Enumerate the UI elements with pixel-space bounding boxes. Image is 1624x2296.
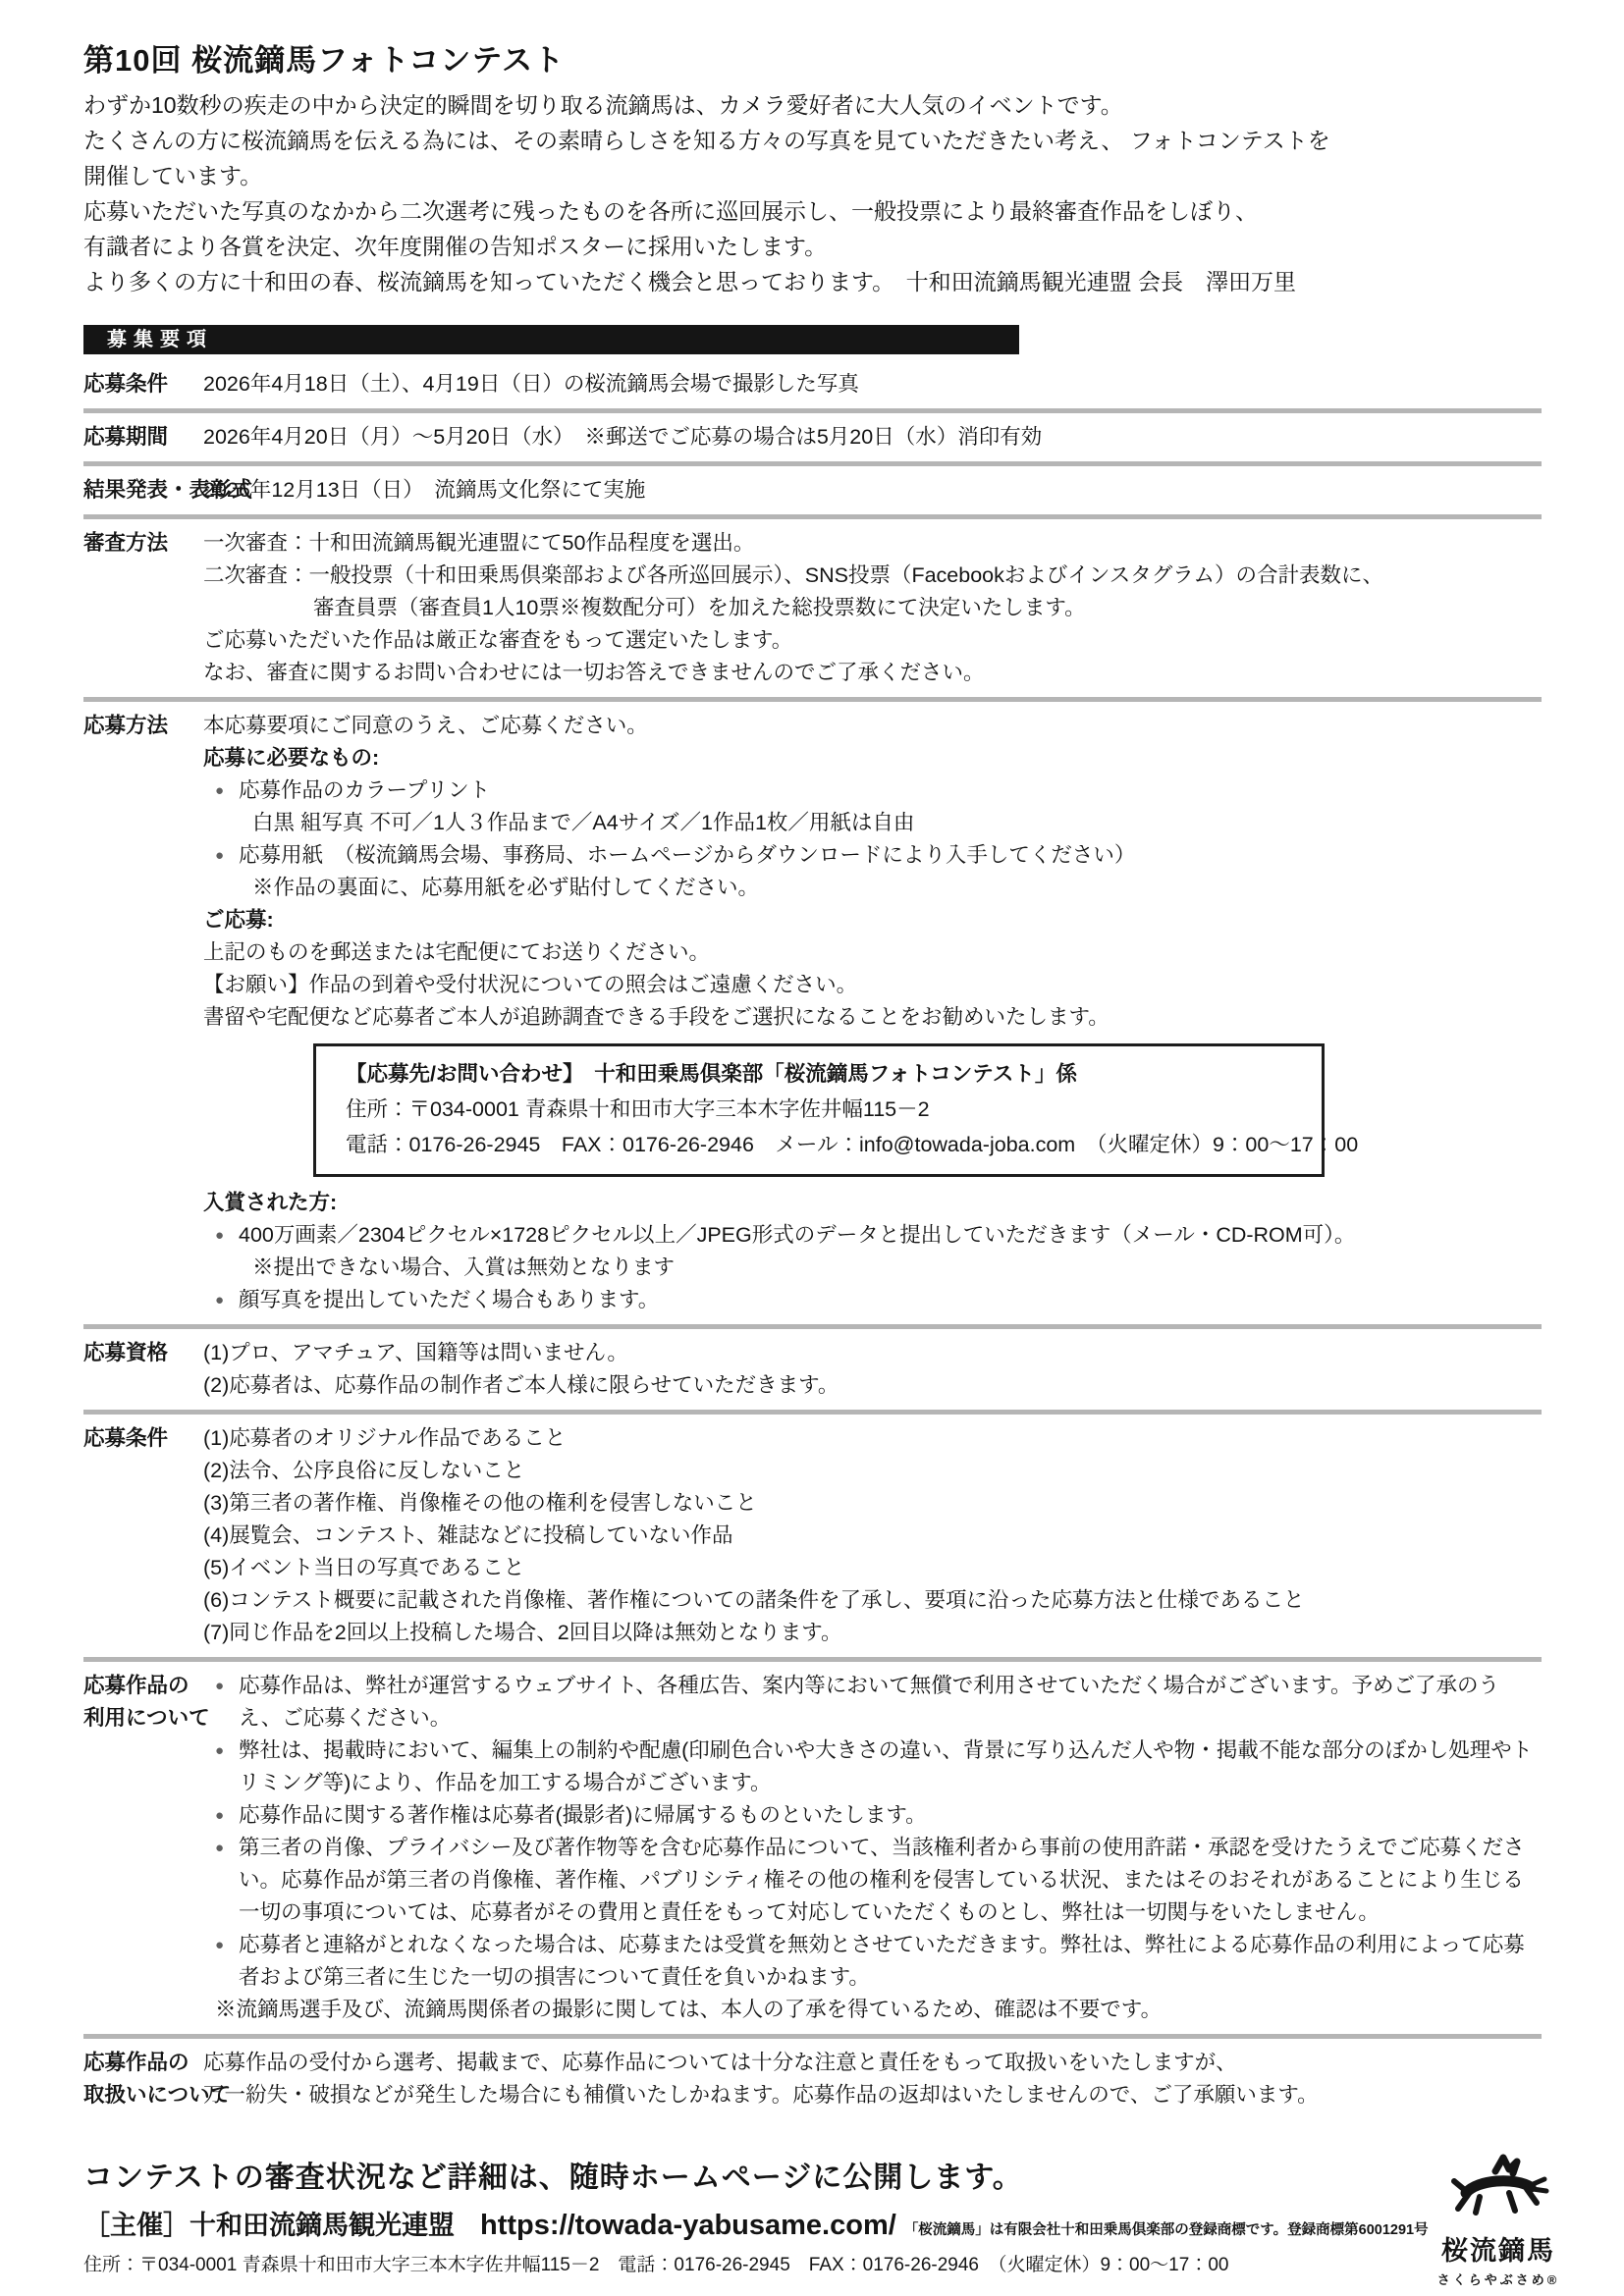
handling-line: 万一紛失・破損などが発生した場合にも補償いたしかねます。応募作品の返却はいたしませんので、ご了承願います。 bbox=[203, 2083, 1319, 2107]
section-header-label: 募集要項 bbox=[107, 329, 213, 350]
usage-bullet-text: 第三者の肖像、プライバシー及び著作物等を含む応募作品について、当該権利者から事前の使用許諾・承認を受けたうえでご応募ください。応募作品が第三者の肖像権、著作権、パブリシティ権その他の権利を侵害している状況、またはそのおそれがあることにより生じる一切の事項については、応募者がその費用と責任をもって対応していただくものとし、弊社は一切関与をいたしません。 bbox=[239, 1836, 1525, 1924]
method-bullet bbox=[203, 839, 1542, 872]
footer-headline: コンテストの審査状況など詳細は、随時ホームページに公開します。 bbox=[83, 2162, 1023, 2194]
row-entry-conditions bbox=[83, 360, 1542, 408]
yabusame-logo bbox=[1420, 2154, 1577, 2288]
intro-line: 応募いただいた写真のなかから二次選考に残ったものを各所に巡回展示し、一般投票により最終審査作品をしぼり、 bbox=[83, 198, 1258, 224]
usage-bullet bbox=[203, 1929, 1542, 1994]
winners-bullet-text: 顔写真を提出していただく場合もあります。 bbox=[239, 1288, 660, 1311]
usage-bullet-text: 弊社は、掲載時において、編集上の制約や配慮(印刷色合いや大きさの違い、背景に写り込んだ人や物・掲載不能な部分のぼかし処理やトリミング等)により、作品を加工する場合がございます。 bbox=[239, 1738, 1533, 1794]
winners-bullet-sub: ※提出できない場合、入賞は無効となります bbox=[252, 1255, 676, 1279]
method-request-line: 【お願い】作品の到着や受付状況についての照会はご遠慮ください。 bbox=[203, 973, 858, 996]
eligibility-item: (2)応募者は、応募作品の制作者ご本人様に限らせていただきます。 bbox=[203, 1373, 839, 1397]
method-bullet-sub: 白黒 組写真 不可／1人３作品まで／A4サイズ／1作品1枚／用紙は自由 bbox=[252, 811, 915, 834]
method-bullet-sub: ※作品の裏面に、応募用紙を必ず貼付してください。 bbox=[252, 876, 760, 899]
intro-line: 開催しています。 bbox=[83, 163, 263, 188]
row-judging-method bbox=[83, 514, 1542, 697]
intro-line: 有識者により各賞を決定、次年度開催の告知ポスターに採用いたします。 bbox=[83, 234, 828, 259]
row-label: 応募条件 bbox=[83, 372, 169, 396]
website-url: https://towada-yabusame.com/ bbox=[480, 2210, 896, 2241]
condition-item: (5)イベント当日の写真であること bbox=[203, 1556, 525, 1579]
bullet-icon: ● bbox=[215, 1840, 225, 1856]
condition-item: (6)コンテスト概要に記載された肖像権、著作権についての諸条件を了承し、要項に沿った応募方法と仕様であること bbox=[203, 1588, 1305, 1612]
row-results-announcement bbox=[83, 461, 1542, 514]
trademark-note: 「桜流鏑馬」は有限会社十和田乗馬倶楽部の登録商標です。登録商標第6001291号 bbox=[903, 2222, 1429, 2238]
intro-line: わずか10数秒の疾走の中から決定的瞬間を切り取る流鏑馬は、カメラ愛好者に大人気のイベントです。 bbox=[83, 92, 1123, 118]
row-label: 応募条件 bbox=[83, 1426, 169, 1450]
row-label: 応募資格 bbox=[83, 1341, 169, 1364]
condition-item: (4)展覧会、コンテスト、雑誌などに投稿していない作品 bbox=[203, 1523, 733, 1547]
bullet-icon: ● bbox=[215, 1742, 225, 1759]
winners-bullet bbox=[203, 1219, 1542, 1252]
results-text: 2026年12月13日（日） 流鏑馬文化祭にて実施 bbox=[203, 478, 646, 502]
horse-rider-icon bbox=[1444, 2154, 1552, 2224]
row-label: 応募期間 bbox=[83, 425, 169, 449]
condition-item: (2)法令、公序良俗に反しないこと bbox=[203, 1459, 525, 1482]
judging-line: 一次審査：十和田流鏑馬観光連盟にて50作品程度を選出。 bbox=[203, 531, 755, 555]
handling-line: 応募作品の受付から選考、掲載まで、応募作品については十分な注意と責任をもって取扱いをいたしますが、 bbox=[203, 2051, 1237, 2074]
usage-bullet-text: 応募者と連絡がとれなくなった場合は、応募または受賞を無効とさせていただきます。弊社は、弊社による応募作品の利用によって応募者および第三者に生じた一切の損害について責任を負いかねます。 bbox=[239, 1933, 1525, 1989]
logo-kanji-text: 桜流鏑馬 bbox=[1441, 2236, 1555, 2266]
method-bullet-text: 応募用紙 （桜流鏑馬会場、事務局、ホームページからダウンロードにより入手してください） bbox=[239, 843, 1136, 867]
eligibility-item: (1)プロ、アマチュア、国籍等は問いません。 bbox=[203, 1341, 628, 1364]
row-artwork-handling bbox=[83, 2034, 1542, 2119]
usage-bullet bbox=[203, 1735, 1542, 1799]
judging-line: ご応募いただいた作品は厳正な審査をもって選定いたします。 bbox=[203, 628, 793, 652]
page-title: 第10回 桜流鏑馬フォトコンテスト bbox=[83, 43, 566, 78]
bullet-icon: ● bbox=[215, 1292, 225, 1308]
method-bullet bbox=[203, 774, 1542, 807]
contact-box-title: 【応募先/お問い合わせ】 十和田乗馬倶楽部「桜流鏑馬フォトコンテスト」係 bbox=[346, 1062, 1077, 1086]
logo-kana-text: さくらやぶさめ® bbox=[1436, 2272, 1560, 2287]
bullet-icon: ● bbox=[215, 782, 225, 799]
winners-bullet-text: 400万画素／2304ピクセル×1728ピクセル以上／JPEG形式のデータと提出していただきます（メール・CD-ROM可）。 bbox=[239, 1223, 1356, 1247]
row-label: 応募方法 bbox=[83, 714, 169, 737]
row-artwork-usage bbox=[83, 1657, 1542, 2034]
requirements-table bbox=[83, 360, 1542, 2119]
row-eligibility bbox=[83, 1324, 1542, 1410]
section-header-bar bbox=[83, 325, 1019, 354]
usage-bullet-text: 応募作品に関する著作権は応募者(撮影者)に帰属するものといたします。 bbox=[239, 1803, 927, 1827]
bullet-icon: ● bbox=[215, 1678, 225, 1694]
usage-bullet-text: 応募作品は、弊社が運営するウェブサイト、各種広告、案内等において無償で利用させていただく場合がございます。予めご了承のうえ、ご応募ください。 bbox=[239, 1674, 1499, 1730]
contact-box-address: 住所：〒034-0001 青森県十和田市大字三本木字佐井幅115－2 bbox=[346, 1097, 930, 1121]
row-entry-conditions-list bbox=[83, 1410, 1542, 1657]
row-entry-period bbox=[83, 408, 1542, 461]
footer-address: 住所：〒034-0001 青森県十和田市大字三本木字佐井幅115－2 電話：0176-26-2945 FAX：0176-26-2946 （火曜定休）9：00～17：00 bbox=[83, 2255, 1229, 2275]
row-label: 結果発表・表彰式 bbox=[83, 478, 253, 502]
condition-item: (1)応募者のオリジナル作品であること bbox=[203, 1426, 567, 1450]
footer bbox=[83, 2153, 1542, 2276]
row-label: 応募作品の 取扱いについて bbox=[83, 2051, 232, 2107]
row-label: 応募作品の 利用について bbox=[83, 1674, 210, 1730]
judging-line: なお、審査に関するお問い合わせには一切お答えできませんのでご了承ください。 bbox=[203, 661, 985, 684]
row-entry-method bbox=[83, 697, 1542, 1324]
method-bullet-text: 応募作品のカラープリント bbox=[239, 778, 491, 802]
contact-box bbox=[313, 1043, 1359, 1177]
entry-conditions-text: 2026年4月18日（土）、4月19日（日）の桜流鏑馬会場で撮影した写真 bbox=[203, 372, 859, 396]
method-needed-title: 応募に必要なもの: bbox=[203, 746, 380, 770]
condition-item: (3)第三者の著作権、肖像権その他の権利を侵害しないこと bbox=[203, 1491, 757, 1515]
judging-line: 審査員票（審査員1人10票※複数配分可）を加えた総投票数にて決定いたします。 bbox=[313, 596, 1086, 619]
bullet-icon: ● bbox=[215, 1937, 225, 1953]
entry-period-text: 2026年4月20日（月）～5月20日（水） ※郵送でご応募の場合は5月20日（水）消印有効 bbox=[203, 425, 1043, 449]
contact-box-phone-fax-email: 電話：0176-26-2945 FAX：0176-26-2946 メール：info@towada-joba.com （火曜定休）9：00～17：00 bbox=[346, 1133, 1359, 1156]
method-send-line: 上記のものを郵送または宅配便にてお送りください。 bbox=[203, 940, 711, 964]
method-agree-line: 本応募要項にご同意のうえ、ご応募ください。 bbox=[203, 714, 648, 737]
intro-line: より多くの方に十和田の春、桜流鏑馬を知っていただく機会と思っております。 十和田流鏑馬観光連盟 会長 澤田万里 bbox=[83, 269, 1297, 294]
method-apply-title: ご応募: bbox=[203, 908, 274, 932]
condition-item: (7)同じ作品を2回以上投稿した場合、2回目以降は無効となります。 bbox=[203, 1621, 842, 1644]
method-recommend-line: 書留や宅配便など応募者ご本人が追跡調査できる手段をご選択になることをお勧めいたします。 bbox=[203, 1005, 1110, 1029]
usage-bullet bbox=[203, 1799, 1542, 1832]
bullet-icon: ● bbox=[215, 1227, 225, 1244]
usage-note: ※流鏑馬選手及び、流鏑馬関係者の撮影に関しては、本人の了承を得ているため、確認は不要です。 bbox=[215, 1998, 1163, 2021]
organizer-name: ［主催］十和田流鏑馬観光連盟 bbox=[83, 2211, 455, 2240]
usage-bullet bbox=[203, 1670, 1542, 1735]
judging-line: 二次審査：一般投票（十和田乗馬倶楽部および各所巡回展示）、SNS投票（Facebookおよびインスタグラム）の合計表数に、 bbox=[203, 563, 1384, 587]
intro-line: たくさんの方に桜流鏑馬を伝える為には、その素晴らしさを知る方々の写真を見ていただきたい考え、 フォトコンテストを bbox=[83, 128, 1330, 153]
winners-bullet bbox=[203, 1284, 1542, 1316]
bullet-icon: ● bbox=[215, 847, 225, 864]
intro-paragraph bbox=[83, 87, 1542, 299]
row-label: 審査方法 bbox=[83, 531, 169, 555]
winners-title: 入賞された方: bbox=[203, 1191, 338, 1214]
bullet-icon: ● bbox=[215, 1807, 225, 1824]
usage-bullet bbox=[203, 1832, 1542, 1929]
